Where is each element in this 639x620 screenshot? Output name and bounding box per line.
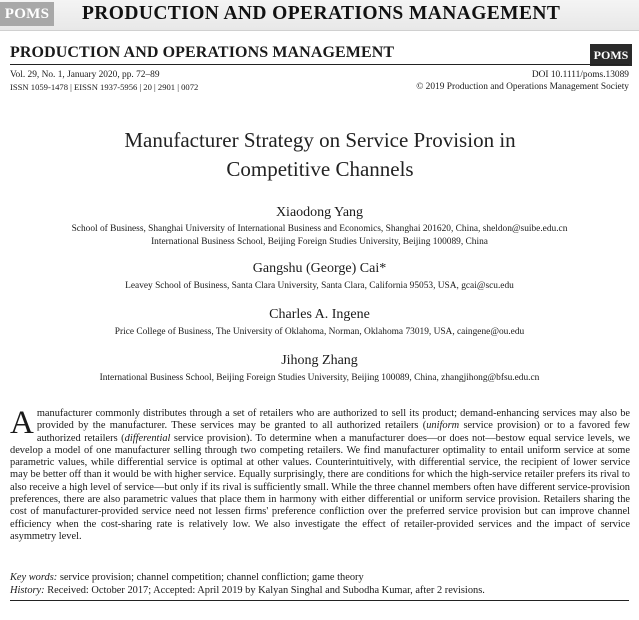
- author-affiliation: International Business School, Beijing Foreign Studies University, Beijing 100089, China, zhangjihong@bfsu.edu.cn: [99, 373, 540, 383]
- poms-logo-badge-right: POMS: [590, 44, 632, 66]
- author-name: Charles A. Ingene: [269, 307, 370, 322]
- journal-banner: [0, 0, 639, 31]
- author-affiliation: School of Business, Shanghai University of International Business and Economics, Shanghai 201620, China, sheldon@suibe.edu.cn: [71, 224, 568, 234]
- paper-title: [20, 126, 620, 184]
- title-line-1: Manufacturer Strategy on Service Provision in: [124, 128, 516, 152]
- abstract-text: manufacturer commonly distributes through a set of retailers who are authorized to sell its product; demand-enhancing services may also be provided by the manufacturer. These services may be granted to all authorized retailers (: [36, 408, 630, 432]
- author-affiliation: International Business School, Beijing Foreign Studies University, Beijing 100089, China: [151, 237, 488, 247]
- poms-logo-badge: POMS: [0, 2, 54, 26]
- abstract-text: service provision). To determine when a manufacturer does—or does not—bestow equal service levels, we develop a model of one manufacturer selling through two competing retailers. We find manufacturer optimality to entail uniform service at some parametric values, while differential service is optimal at other values. Counterintuitively, with differential service, the recipient of lower service may be better off than it would be with higher service. Equally surprisingly, there are conditions for which the high-service retailer prefers its rival to also receive a high level of service—but only if its rival is sufficiently small. While the three channel members often have different service-provision preferences, there are also parametric values that place them in harmony with either differential or uniform service provision. Retailers sharing the cost of manufacturer-provided service need not lessen firms' preference confliction over the preferred service provision but can improve channel efficiency when the cost-sharing rate is relatively low. We also investigate the effect of retailer-provided services and the impact of service asymmetry level.: [10, 432, 630, 542]
- author-affiliation: Leavey School of Business, Santa Clara University, Santa Clara, California 95053, USA, gcai@scu.edu: [125, 281, 514, 291]
- abstract-emphasis: differential: [124, 432, 171, 444]
- history-label: History:: [10, 585, 45, 596]
- author-name: Xiaodong Yang: [275, 205, 364, 220]
- issn: ISSN 1059-1478 | EISSN 1937-5956 | 20 | 2901 | 0072: [10, 82, 199, 92]
- title-line-2: Competitive Channels: [226, 157, 414, 181]
- abstract-emphasis: uniform: [426, 420, 460, 432]
- header-rule: [10, 64, 629, 65]
- footer-rule: [10, 600, 629, 601]
- abstract-dropcap: A: [10, 405, 34, 441]
- author-name: Jihong Zhang: [281, 353, 358, 368]
- abstract: [10, 405, 630, 543]
- keywords-label: Key words:: [10, 572, 58, 583]
- history-text: Received: October 2017; Accepted: April 2019 by Kalyan Singhal and Subodha Kumar, after 2 revisions.: [44, 585, 485, 596]
- history: [10, 585, 485, 596]
- keywords: [10, 572, 364, 583]
- author-affiliation: Price College of Business, The University of Oklahoma, Norman, Oklahoma 73019, USA, caingene@ou.edu: [114, 327, 525, 337]
- copyright: © 2019 Production and Operations Management Society: [416, 82, 629, 92]
- keywords-text: service provision; channel competition; channel confliction; game theory: [57, 572, 364, 583]
- banner-title: PRODUCTION AND OPERATIONS MANAGEMENT: [82, 3, 561, 24]
- doi: DOI 10.1111/poms.13089: [531, 70, 629, 80]
- citation: Vol. 29, No. 1, January 2020, pp. 72–89: [10, 70, 160, 80]
- abstract-text: service provision) or to a favored few authorized retailers (: [36, 420, 630, 444]
- author-name: Gangshu (George) Cai*: [252, 261, 387, 276]
- journal-name: PRODUCTION AND OPERATIONS MANAGEMENT: [10, 44, 395, 61]
